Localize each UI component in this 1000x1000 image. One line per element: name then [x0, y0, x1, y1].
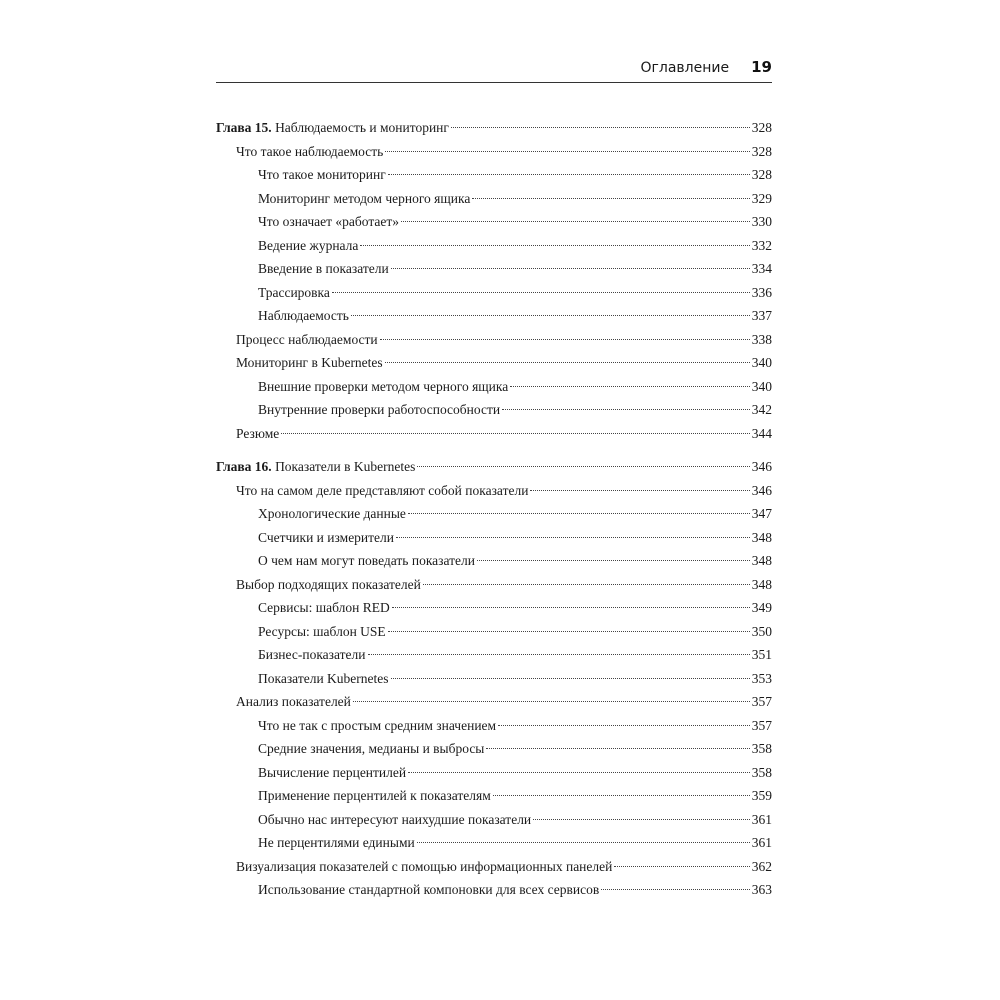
toc-page-number: 329 [751, 190, 772, 206]
toc-page-number: 361 [751, 811, 772, 827]
toc-page-number: 338 [751, 331, 772, 347]
toc-subsection-entry[interactable] [216, 281, 772, 305]
toc-page-number: 336 [751, 284, 772, 300]
toc-section-entry[interactable] [216, 690, 772, 714]
toc-section-entry[interactable] [216, 855, 772, 879]
toc-entry-title: Что на самом деле представляют собой показатели [236, 482, 529, 498]
dot-leader [380, 339, 750, 340]
dot-leader [401, 221, 750, 222]
toc-section-entry[interactable] [216, 479, 772, 503]
toc-entry-title: Трассировка [258, 284, 330, 300]
toc-page-number: 358 [751, 764, 772, 780]
toc-subsection-entry[interactable] [216, 375, 772, 399]
toc-page-number: 357 [751, 694, 772, 709]
dot-leader [486, 748, 749, 749]
dot-leader [391, 268, 750, 269]
toc-page-number: 348 [751, 576, 772, 592]
dot-leader [477, 560, 750, 561]
toc-entry-title: Мониторинг методом черного ящика [258, 190, 471, 206]
toc-section-entry[interactable] [216, 351, 772, 375]
toc-section-entry[interactable] [216, 328, 772, 352]
toc-page-number: 342 [751, 402, 772, 417]
toc-entry-title: Ведение журнала [258, 237, 359, 253]
toc-page-number: 348 [751, 553, 772, 568]
toc-subsection-entry[interactable] [216, 502, 772, 526]
toc-subsection-entry[interactable] [216, 878, 772, 902]
toc-subsection-entry[interactable] [216, 667, 772, 691]
toc-entry-title: Счетчики и измерители [258, 529, 395, 545]
toc-entry-title: Внешние проверки методом черного ящика [258, 378, 509, 394]
toc-page-number: 344 [751, 425, 772, 441]
table-of-contents [216, 116, 772, 902]
toc-entry-title: Использование стандартной компоновки для всех сервисов [258, 882, 600, 897]
dot-leader [614, 866, 749, 867]
toc-entry-title: Применение перцентилей к показателям [258, 788, 491, 803]
toc-entry-title: Обычно нас интересуют наихудшие показатели [258, 811, 532, 827]
toc-page-number: 337 [751, 308, 772, 323]
toc-subsection-entry[interactable] [216, 714, 772, 738]
toc-subsection-entry[interactable] [216, 784, 772, 808]
toc-subsection-entry[interactable] [216, 808, 772, 832]
dot-leader [332, 292, 750, 293]
toc-chapter-entry[interactable] [216, 116, 772, 140]
toc-page-number: 361 [751, 835, 772, 850]
dot-leader [601, 889, 750, 890]
toc-section-entry[interactable] [216, 573, 772, 597]
chapter-label: Глава 15. [216, 120, 272, 135]
toc-page-number: 359 [751, 788, 772, 803]
toc-page-number: 350 [751, 623, 772, 639]
toc-subsection-entry[interactable] [216, 737, 772, 761]
chapter-label: Глава 16. [216, 459, 272, 474]
toc-subsection-entry[interactable] [216, 620, 772, 644]
toc-subsection-entry[interactable] [216, 831, 772, 855]
toc-section-entry[interactable] [216, 422, 772, 446]
dot-leader [502, 409, 750, 410]
toc-entry-title: Ресурсы: шаблон USE [258, 623, 386, 639]
toc-entry-title: Выбор подходящих показателей [236, 576, 421, 592]
dot-leader [388, 174, 750, 175]
toc-subsection-entry[interactable] [216, 526, 772, 550]
toc-section-entry[interactable] [216, 140, 772, 164]
toc-page-number: 347 [751, 506, 772, 521]
toc-subsection-entry[interactable] [216, 257, 772, 281]
toc-page-number: 349 [751, 600, 772, 615]
dot-leader [391, 678, 750, 679]
toc-subsection-entry[interactable] [216, 187, 772, 211]
toc-page-number: 358 [751, 741, 772, 756]
running-head-title: Оглавление [640, 60, 730, 76]
toc-entry-title: Процесс наблюдаемости [236, 331, 378, 347]
toc-subsection-entry[interactable] [216, 596, 772, 620]
toc-page-number: 351 [751, 647, 772, 662]
toc-page-number: 330 [751, 214, 772, 229]
toc-entry-title: О чем нам могут поведать показатели [258, 553, 475, 568]
toc-page-number: 353 [751, 670, 772, 686]
toc-page-number: 348 [751, 529, 772, 545]
toc-page-number: 362 [751, 858, 772, 874]
toc-page-number: 328 [751, 143, 772, 159]
toc-page-number: 340 [751, 378, 772, 394]
toc-entry-title: Что такое наблюдаемость [236, 143, 384, 159]
toc-subsection-entry[interactable] [216, 398, 772, 422]
toc-entry-title: Наблюдаемость [258, 308, 349, 323]
toc-subsection-entry[interactable] [216, 549, 772, 573]
dot-leader [351, 315, 750, 316]
dot-leader [451, 127, 750, 128]
dot-leader [360, 245, 749, 246]
dot-leader [530, 490, 749, 491]
dot-leader [385, 151, 750, 152]
toc-subsection-entry[interactable] [216, 643, 772, 667]
toc-page-number: 334 [751, 261, 772, 276]
dot-leader [392, 607, 750, 608]
toc-page-number: 346 [751, 482, 772, 498]
chapter-title: Показатели в Kubernetes [271, 459, 416, 474]
dot-leader [472, 198, 749, 199]
toc-entry-title: Вычисление перцентилей [258, 764, 407, 780]
toc-entry-title: Внутренние проверки работоспособности [258, 402, 501, 417]
toc-entry-title: Сервисы: шаблон RED [258, 600, 390, 615]
dot-leader [417, 466, 749, 467]
toc-page-number: 332 [751, 237, 772, 253]
running-head [216, 58, 772, 82]
toc-subsection-entry[interactable] [216, 163, 772, 187]
page-number: 19 [751, 58, 772, 76]
toc-page-number: 328 [751, 120, 772, 135]
toc-subsection-entry[interactable] [216, 304, 772, 328]
dot-leader [281, 433, 749, 434]
toc-subsection-entry[interactable] [216, 210, 772, 234]
dot-leader [368, 654, 750, 655]
dot-leader [493, 795, 750, 796]
dot-leader [408, 513, 750, 514]
dot-leader [498, 725, 750, 726]
toc-entry-title: Визуализация показателей с помощью информационных панелей [236, 858, 613, 874]
dot-leader [385, 362, 750, 363]
toc-entry-title: Резюме [236, 425, 280, 441]
toc-entry-title: Что не так с простым средним значением [258, 717, 497, 733]
toc-entry-title: Что означает «работает» [258, 214, 400, 229]
toc-entry-title: Мониторинг в Kubernetes [236, 355, 383, 370]
toc-entry-title: Бизнес-показатели [258, 647, 366, 662]
toc-entry-title: Средние значения, медианы и выбросы [258, 741, 485, 756]
toc-subsection-entry[interactable] [216, 234, 772, 258]
toc-subsection-entry[interactable] [216, 761, 772, 785]
toc-chapter-entry[interactable] [216, 455, 772, 479]
dot-leader [408, 772, 750, 773]
dot-leader [417, 842, 750, 843]
chapter-title: Наблюдаемость и мониторинг [271, 120, 449, 135]
dot-leader [353, 701, 750, 702]
dot-leader [388, 631, 750, 632]
dot-leader [510, 386, 749, 387]
toc-page-number: 340 [751, 355, 772, 370]
toc-page-number: 346 [751, 459, 772, 474]
toc-entry-title: Что такое мониторинг [258, 167, 386, 182]
toc-entry-title: Не перцентилями едиными [258, 835, 415, 850]
toc-entry-title: Введение в показатели [258, 261, 389, 276]
dot-leader [423, 584, 750, 585]
toc-entry-title: Показатели Kubernetes [258, 670, 389, 686]
header-rule [216, 82, 772, 83]
toc-entry-title: Хронологические данные [258, 506, 406, 521]
dot-leader [533, 819, 750, 820]
toc-page-number: 357 [751, 717, 772, 733]
dot-leader [396, 537, 750, 538]
toc-entry-title: Анализ показателей [236, 694, 351, 709]
toc-page-number: 328 [751, 167, 772, 182]
toc-page-number: 363 [751, 882, 772, 897]
